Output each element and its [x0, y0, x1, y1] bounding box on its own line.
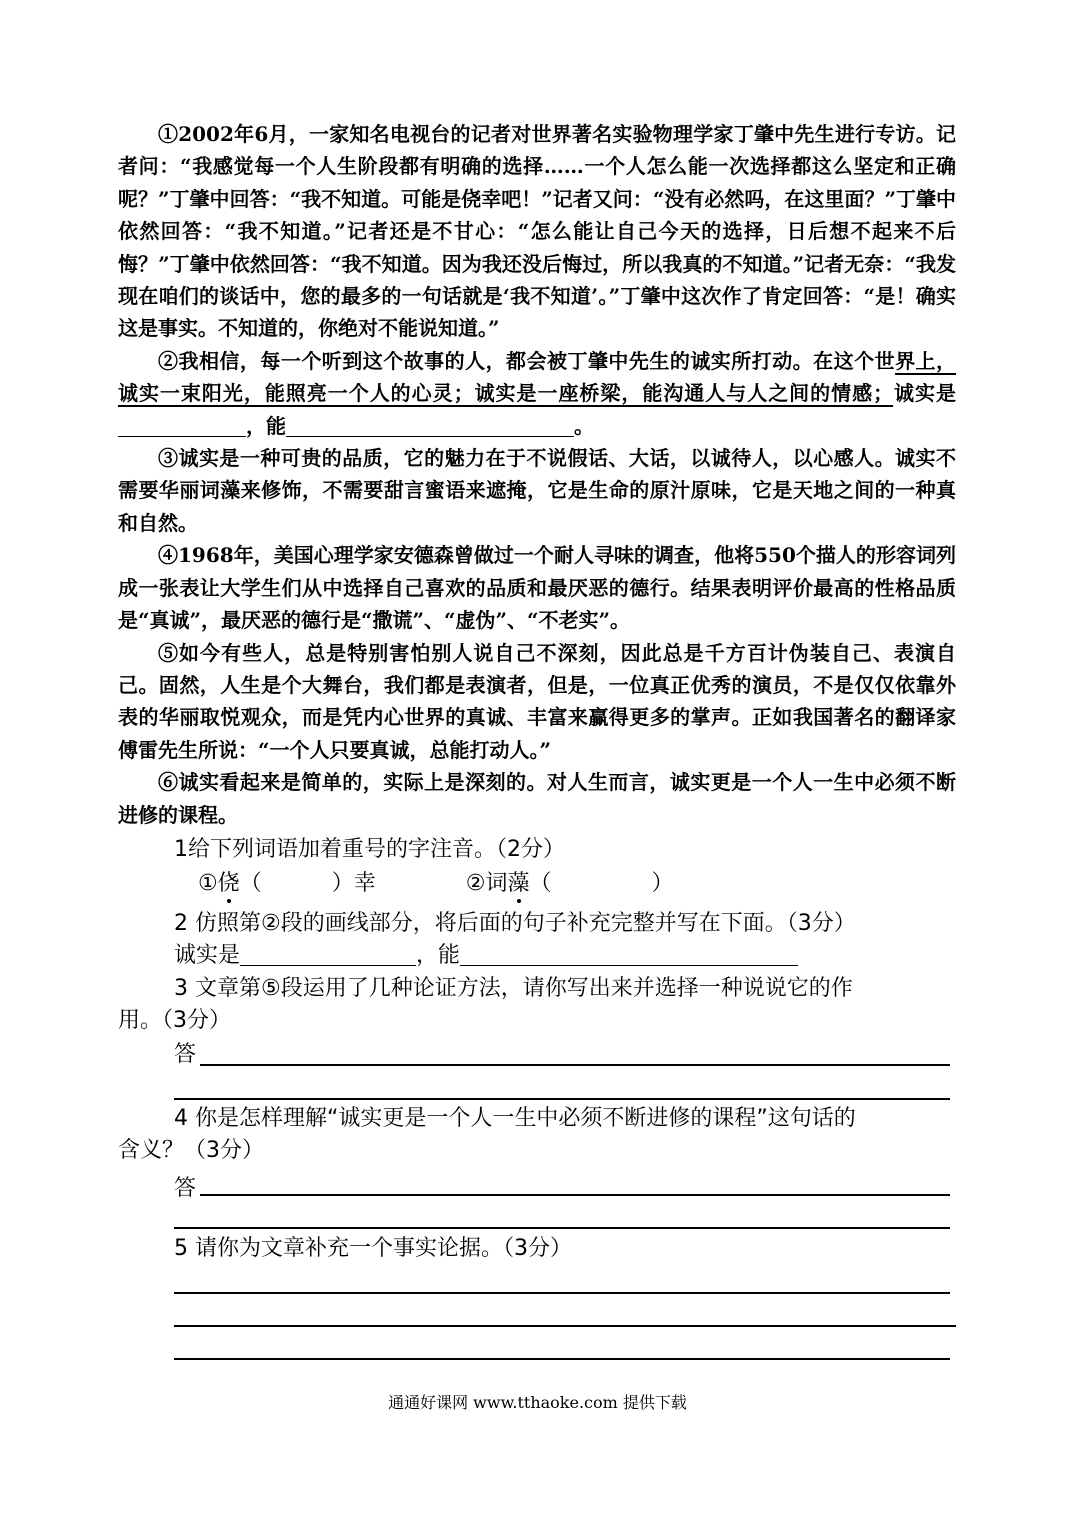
question-2-text: 2 仿照第②段的画线部分，将后面的句子补充完整并写在下面。（3分） — [174, 911, 856, 936]
question-1 — [118, 834, 956, 900]
paragraph-5: ⑤如今有些人，总是特别害怕别人说自己不深刻，因此总是千方百计伪装自己、表演自己。固然，人生是个大舞台，我们都是表演者，但是，一位真正优秀的演员，不是仅仅依靠外表的华丽取悦观众，而是凭内心世界的真诚、丰富来赢得更多的掌声。正如我国著名的翻译家傅雷先生所说：“一个人只要真诚，总能打动人。” — [118, 640, 956, 762]
q2-fill-b: ，能 — [416, 943, 461, 968]
question-4-line-2: 含义？（3分） — [118, 1138, 264, 1163]
question-2 — [118, 908, 956, 972]
q2-blank-b[interactable] — [460, 945, 798, 966]
question-3 — [118, 973, 956, 1071]
paragraph-3: ③诚实是一种可贵的品质，它的魅力在于不说假话、大话，以诚待人，以心感人。诚实不需要华丽词藻来修饰，不需要甜言蜜语来遮掩，它是生命的原汁原味，它是天地之间的一种真和自然。 — [118, 446, 956, 535]
question-3-line-2: 用。（3分） — [118, 1008, 231, 1033]
paragraph-2-fill-end: 。 — [574, 413, 594, 438]
q1-item-a-number: ① — [198, 871, 218, 896]
question-4 — [118, 1103, 956, 1205]
paragraph-2 — [118, 345, 956, 442]
q5-answer-line-3[interactable] — [174, 1358, 950, 1360]
q5-answer-line-2[interactable] — [174, 1325, 956, 1327]
q1-item-b-open-paren: （ — [529, 871, 552, 896]
q1-item-a-close: ）幸 — [331, 871, 376, 896]
question-5-text: 5 请你为文章补充一个事实论据。（3分） — [174, 1236, 572, 1261]
paragraph-6: ⑥诚实看起来是简单的，实际上是深刻的。对人生而言，诚实更是一个人一生中必须不断进修的课程。 — [118, 770, 956, 827]
paragraph-1: ①2002年6月，一家知名电视台的记者对世界著名实验物理学家丁肇中先生进行专访。记者问：“我感觉每一个人生阶段都有明确的选择……一个人怎么能一次选择都这么坚定和正确呢？”丁肇中回答：“我不知道。可能是侥幸吧！”记者又问：“没有必然吗，在这里面？”丁肇中依然回答：“我不知道。”记者还是不甘心：“怎么能让自己今天的选择，日后想不起来不后悔？”丁肇中依然回答：“我不知道。因为我还没后悔过，所以我真的不知道。”记者无奈：“我发现在咱们的谈话中，您的最多的一句话就是‘我不知道’。”丁肇中这次作了肯定回答：“是！确实这是事实。不知道的，你绝对不能说知道。” — [118, 122, 956, 341]
page-footer: 通通好课网 www.tthaoke.com 提供下载 — [388, 1393, 687, 1412]
paragraph-2-fill-a: 诚实是 — [893, 381, 957, 406]
paragraph-2-fill-b: ，能 — [246, 413, 286, 438]
question-4-line-1: 4 你是怎样理解“诚实更是一个人一生中必须不断进修的课程”这句话的 — [174, 1106, 856, 1131]
question-3-answer-label: 答 — [174, 1042, 197, 1067]
q2-fill-a: 诚实是 — [174, 943, 241, 968]
q2-blank-a[interactable] — [240, 945, 416, 966]
question-1-text: 1给下列词语加着重号的字注音。（2分） — [174, 837, 565, 862]
q1-item-a-open-paren: （ — [239, 871, 262, 896]
q4-answer-line-2[interactable] — [174, 1227, 950, 1229]
question-4-answer-label: 答 — [174, 1176, 197, 1201]
reading-passage — [118, 118, 956, 831]
paragraph-2-blank-a[interactable] — [118, 416, 246, 437]
paragraph-4: ④1968年，美国心理学家安德森曾做过一个耐人寻味的调查，他将550个描人的形容词列成一张表让大学生们从中选择自己喜欢的品质和最厌恶的德行。结果表明评价最高的性格品质是“真诚”，最厌恶的德行是“撒谎”、“虚伪”、“不老实”。 — [118, 543, 956, 633]
q1-item-b-close: ） — [651, 871, 674, 896]
q1-item-b-number: ②词 — [465, 871, 508, 896]
question-5 — [118, 1233, 956, 1265]
paragraph-2-blank-b[interactable] — [286, 416, 574, 437]
q4-answer-line-1[interactable] — [200, 1194, 950, 1196]
q3-answer-line-2[interactable] — [174, 1098, 950, 1100]
q3-answer-line-1[interactable] — [200, 1064, 950, 1066]
q5-answer-line-1[interactable] — [174, 1292, 950, 1294]
q1-item-b-dotted-char: 藻 — [508, 868, 530, 900]
q1-item-a-dotted-char: 侥 — [218, 868, 240, 900]
question-2-fill — [118, 940, 956, 972]
question-1-items — [118, 868, 956, 900]
paragraph-2-intro: ②我相信，每一个听到这个故事的人，都会被丁肇中先生的诚实所打动。在这个世 — [158, 348, 896, 373]
paragraph-2-underlined: 界上，诚实一束阳光，能照亮一个人的心灵；诚实是一座桥梁，能沟通人与人之间的情感； — [118, 348, 957, 406]
question-3-line-1: 3 文章第⑤段运用了几种论证方法，请你写出来并选择一种说说它的作 — [174, 976, 853, 1001]
